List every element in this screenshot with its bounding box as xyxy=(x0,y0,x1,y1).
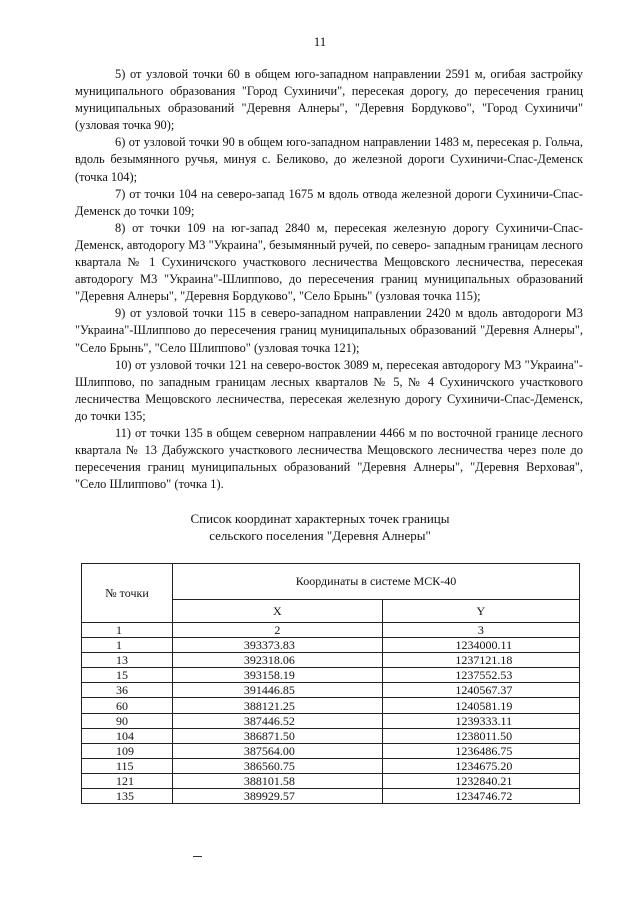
table-row xyxy=(82,758,580,773)
paragraph-11: 11) от точки 135 в общем северном направлении 4466 м по восточной границе лесного квартала № 13 Дабужского участкового лесничества Мещовского лесничества через поле до пересечения границ муниципальных образований "Деревня Алнеры", "Деревня Верховая", "Село Шлиппово" (точка 1). xyxy=(75,425,583,492)
header-coordinate-system: Координаты в системе МСК-40 xyxy=(173,564,580,600)
column-index-2: 2 xyxy=(173,623,383,638)
column-index-3: 3 xyxy=(382,623,579,638)
table-caption xyxy=(0,510,640,544)
y-value: 1232840.21 xyxy=(382,773,579,788)
table-row xyxy=(82,698,580,713)
x-value: 393373.83 xyxy=(173,638,383,653)
y-value: 1234746.72 xyxy=(382,789,579,804)
x-value: 389929.57 xyxy=(173,789,383,804)
x-value: 386560.75 xyxy=(173,758,383,773)
x-value: 391446.85 xyxy=(173,683,383,698)
y-value: 1238011.50 xyxy=(382,728,579,743)
table-row xyxy=(82,653,580,668)
column-index-row xyxy=(82,623,580,638)
paragraph-8: 8) от точки 109 на юг-запад 2840 м, пересекая железную дорогу Сухиничи-Спас-Деменск, автодорогу М3 "Украина", безымянный ручей, по северо- западным границам лесного квартала № 1 Сухиничского участкового лесничества Мещовского лесничества, пересекая автодорогу М3 "Украина"-Шлиппово, до пересечения границ муниципальных образований "Деревня Алнеры", "Деревня Бордуково", "Село Брынь" (узловая точка 115); xyxy=(75,220,583,304)
coordinates-table xyxy=(81,563,580,804)
paragraph-5: 5) от узловой точки 60 в общем юго-западном направлении 2591 м, огибая застройку муниципального образования "Город Сухиничи", пересекая дорогу, до пересечения границ муниципальных образований "Деревня Алнеры", "Деревня Бордуково", "Город Сухиничи" (узловая точка 90); xyxy=(75,67,583,133)
x-value: 387564.00 xyxy=(173,743,383,758)
table-row xyxy=(82,728,580,743)
table-row xyxy=(82,683,580,698)
y-value: 1234000.11 xyxy=(382,638,579,653)
paragraph-9: 9) от узловой точки 115 в северо-западном направлении 2420 м вдоль автодороги М3 "Украина"-Шлиппово до пересечения границ муниципальных образований "Деревня Алнеры", "Село Брынь", "Село Шлиппово" (узловая точка 121); xyxy=(75,306,583,355)
point-number: 60 xyxy=(82,698,173,713)
caption-line-1: Список координат характерных точек границы xyxy=(190,511,450,526)
point-number: 109 xyxy=(82,743,173,758)
point-number: 36 xyxy=(82,683,173,698)
table-row xyxy=(82,713,580,728)
paragraph-10: 10) от узловой точки 121 на северо-восток 3089 м, пересекая автодорогу М3 "Украина"-Шлиппово, по западным границам лесных кварталов № 5, № 4 Сухиничского участкового лесничества Мещовского лесничества, пересекая железную дорогу Сухиничи-Спас-Деменск, до точки 135; xyxy=(75,357,583,423)
point-number: 1 xyxy=(82,638,173,653)
x-value: 388101.58 xyxy=(173,773,383,788)
header-point-number: № точки xyxy=(82,564,173,623)
route-description xyxy=(75,66,583,493)
page-number: 11 xyxy=(313,34,327,49)
table-row xyxy=(82,743,580,758)
y-value: 1240567.37 xyxy=(382,683,579,698)
x-value: 387446.52 xyxy=(173,713,383,728)
y-value: 1237552.53 xyxy=(382,668,579,683)
table-row xyxy=(82,668,580,683)
point-number: 15 xyxy=(82,668,173,683)
column-index-1: 1 xyxy=(82,623,173,638)
point-number: 135 xyxy=(82,789,173,804)
stray-mark xyxy=(193,856,202,857)
x-value: 392318.06 xyxy=(173,653,383,668)
table-row xyxy=(82,789,580,804)
x-value: 388121.25 xyxy=(173,698,383,713)
y-value: 1234675.20 xyxy=(382,758,579,773)
x-value: 386871.50 xyxy=(173,728,383,743)
table-row xyxy=(82,638,580,653)
header-y: Y xyxy=(382,600,579,623)
y-value: 1237121.18 xyxy=(382,653,579,668)
table-row xyxy=(82,773,580,788)
y-value: 1239333.11 xyxy=(382,713,579,728)
y-value: 1240581.19 xyxy=(382,698,579,713)
point-number: 13 xyxy=(82,653,173,668)
header-x: X xyxy=(173,600,383,623)
point-number: 90 xyxy=(82,713,173,728)
caption-line-2: сельского поселения "Деревня Алнеры" xyxy=(209,528,431,543)
point-number: 115 xyxy=(82,758,173,773)
point-number: 121 xyxy=(82,773,173,788)
y-value: 1236486.75 xyxy=(382,743,579,758)
paragraph-6: 6) от узловой точки 90 в общем юго-западном направлении 1483 м, пересекая р. Гольча, вдоль безымянного ручья, минуя с. Беликово, до железной дороги Сухиничи-Спас-Деменск (точка 104); xyxy=(75,135,583,184)
x-value: 393158.19 xyxy=(173,668,383,683)
point-number: 104 xyxy=(82,728,173,743)
paragraph-7: 7) от точки 104 на северо-запад 1675 м вдоль отвода железной дороги Сухиничи-Спас-Деменск до точки 109; xyxy=(75,186,583,218)
